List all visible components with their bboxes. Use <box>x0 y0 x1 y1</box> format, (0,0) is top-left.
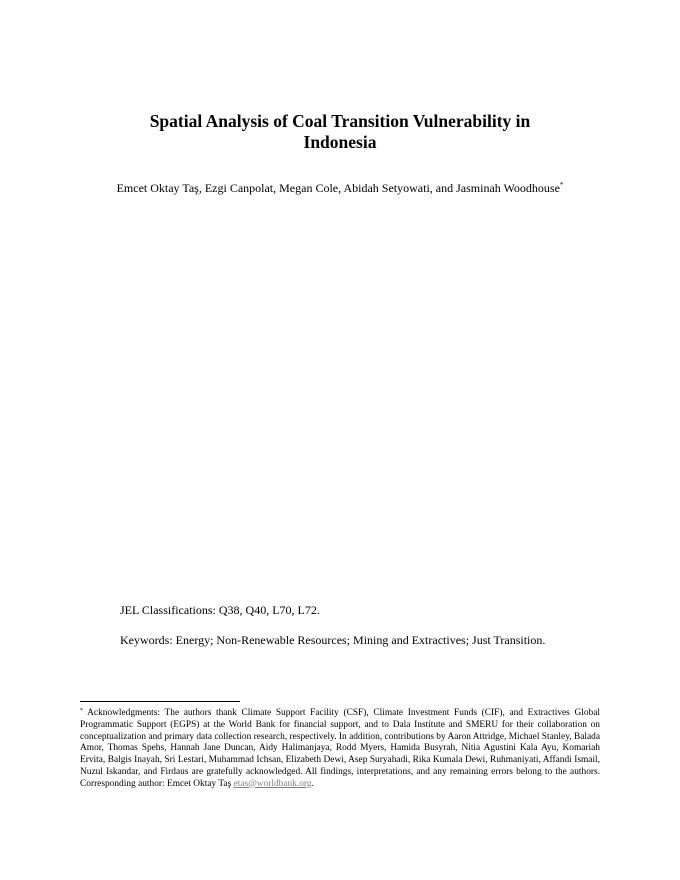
author-footnote-mark: * <box>559 181 564 189</box>
paper-title-line-2: Indonesia <box>303 132 377 152</box>
acknowledgments-footnote <box>80 708 600 791</box>
author-list <box>80 181 600 196</box>
corresponding-author-email-link[interactable]: etas@worldbank.org <box>233 778 312 789</box>
paper-title-line-1: Spatial Analysis of Coal Transition Vulnerability in <box>149 111 531 131</box>
author-names: Emcet Oktay Taş, Ezgi Canpolat, Megan Cole, Abidah Setyowati, and Jasminah Woodhouse <box>116 181 560 195</box>
keywords: Keywords: Energy; Non-Renewable Resources; Mining and Extractives; Just Transition. <box>120 633 546 647</box>
paper-title <box>80 111 600 153</box>
footnote-trailing-period: . <box>311 778 314 789</box>
jel-classifications: JEL Classifications: Q38, Q40, L70, L72. <box>120 603 320 617</box>
footnote-mark: * <box>80 708 83 714</box>
footnote-divider <box>80 701 240 702</box>
footnote-text: Acknowledgments: The authors thank Climate Support Facility (CSF), Climate Investment Funds (CIF), and Extractives Global Programmatic Support (EGPS) at the World Bank for financial support, and to Dala Institute and SMERU for their collaboration on conceptualization and primary data collection research, respectively. In addition, contributions by Aaron Attridge, Michael Stanley, Balada Amor, Thomas Spehs, Hannah Jane Duncan, Aidy Halimanjaya, Rodd Myers, Hamida Busyrah, Nitia Agustini Kala Ayu, Komariah Ervita, Balgis Inayah, Sri Lestari, Muhammad Ichsan, Elizabeth Dewi, Asep Suryahadi, Rika Kumala Dewi, Ruhmaniyati, Affandi Ismail, Nuzul Iskandar, and Firdaus are gratefully acknowledged. All findings, interpretations, and any remaining errors belong to the authors. Corresponding author: Emcet Oktay Taş <box>80 708 600 789</box>
